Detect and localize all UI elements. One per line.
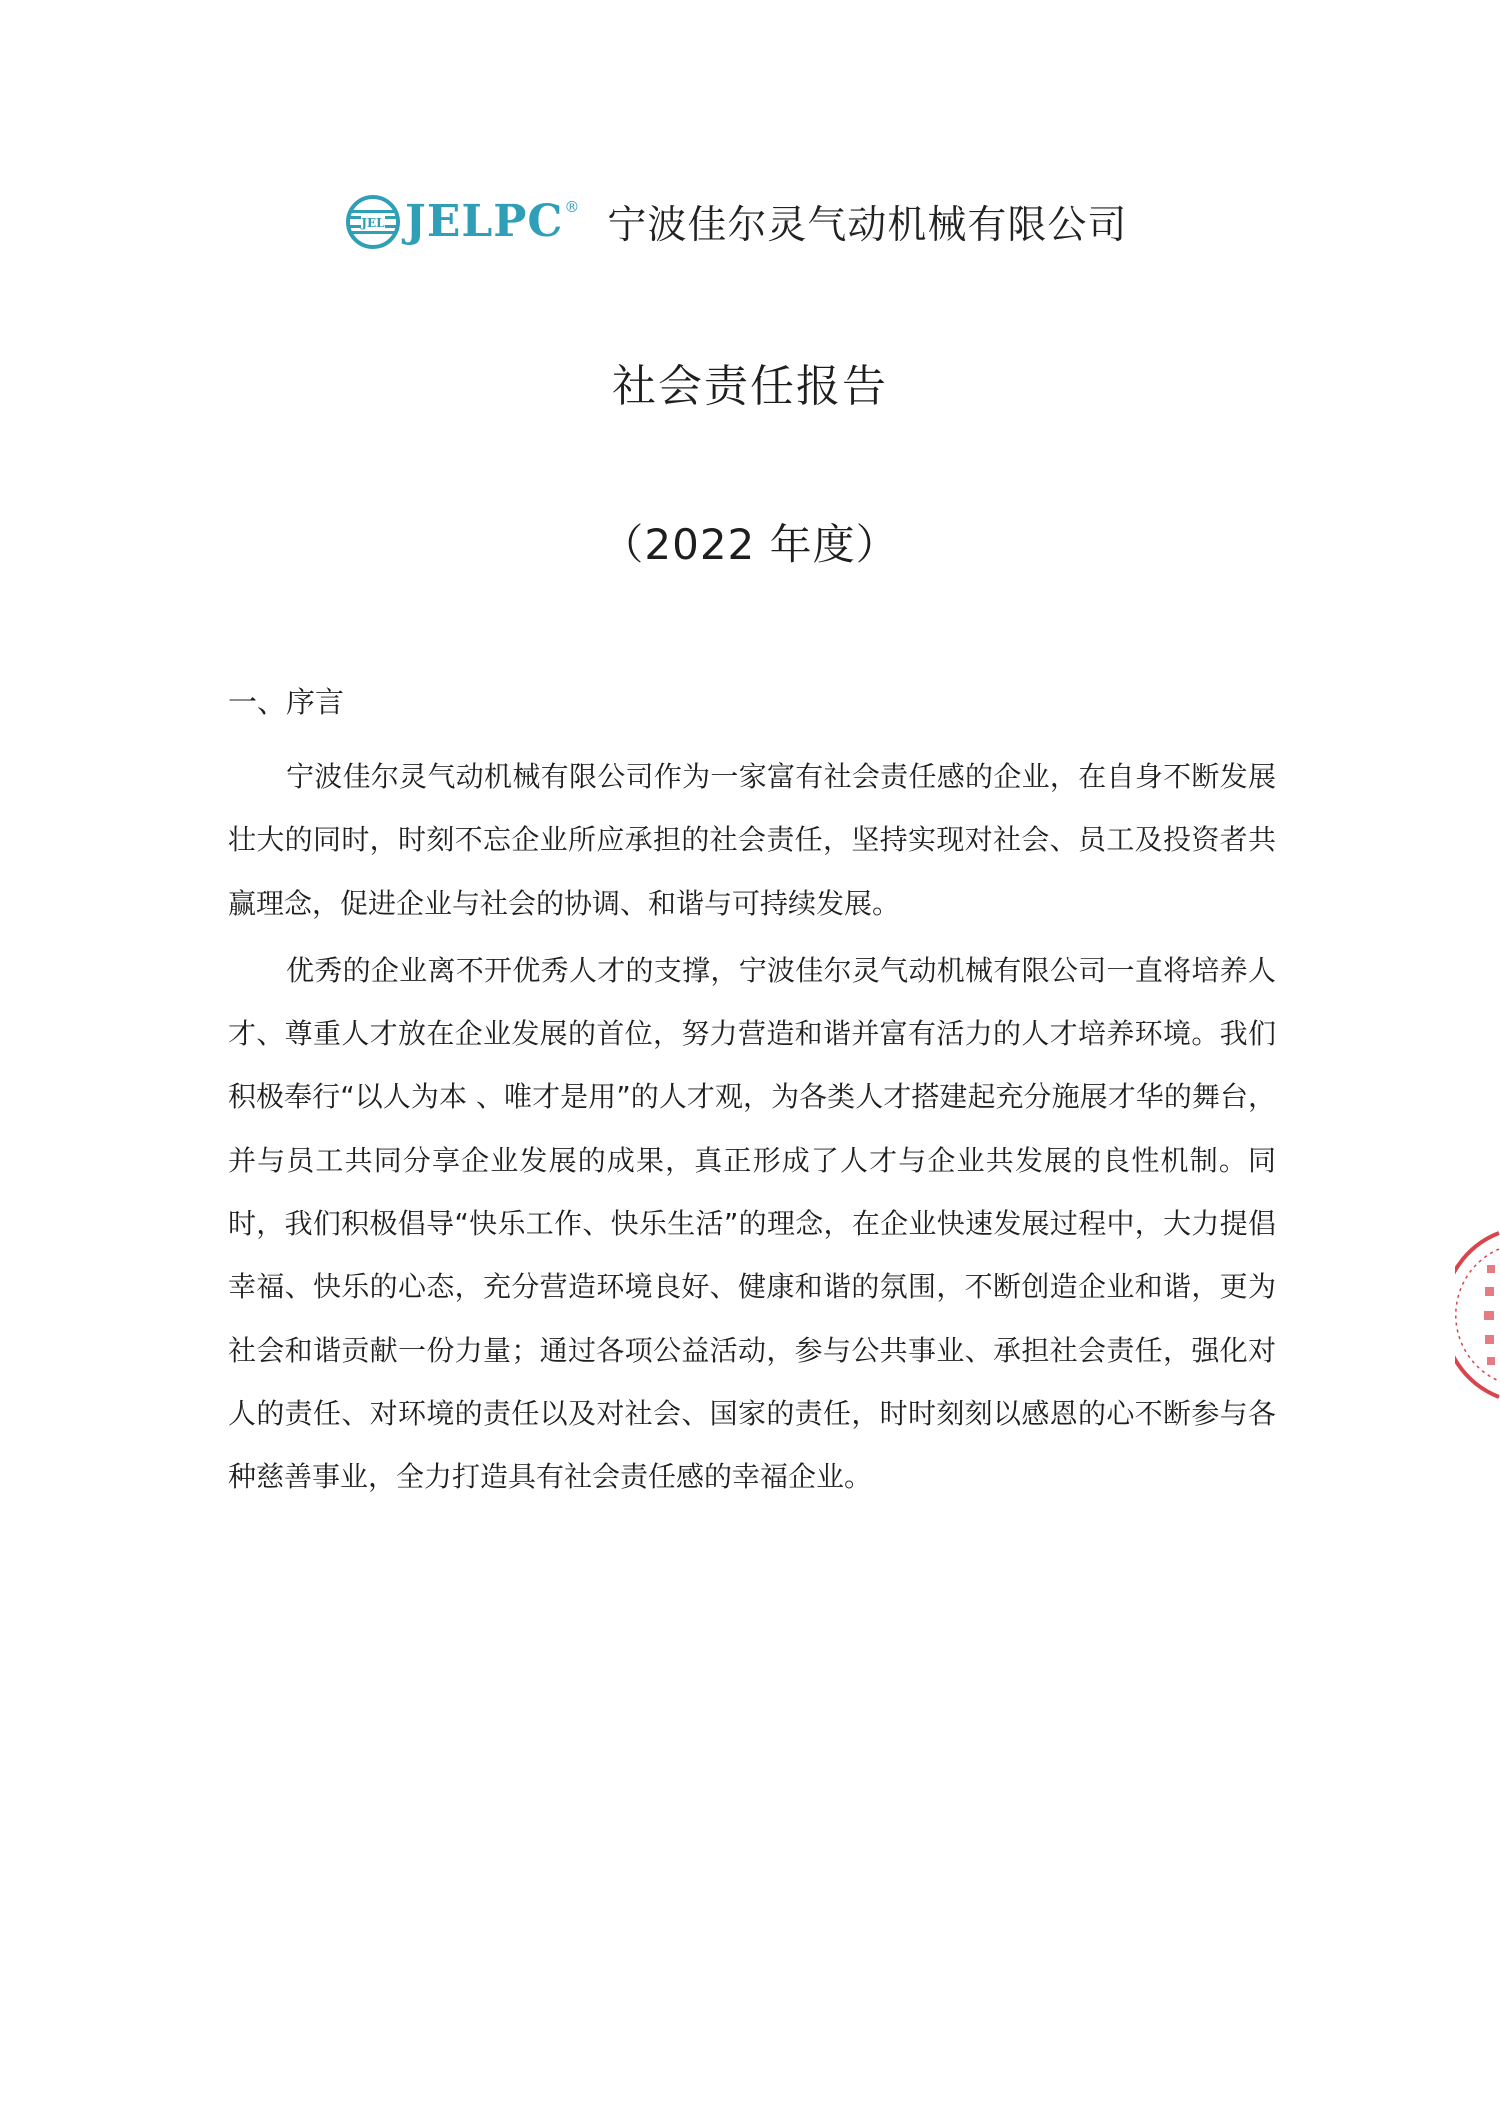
letterhead (345, 192, 1127, 252)
document-title: 社会责任报告 (612, 361, 888, 412)
svg-text:JEL: JEL (361, 216, 385, 230)
paragraph: 宁波佳尔灵气动机械有限公司作为一家富有社会责任感的企业，在自身不断发展壮大的同时，时刻不忘企业所应承担的社会责任，坚持实现对社会、员工及投资者共赢理念，促进企业与社会的协调、和谐与可持续发展。 (228, 760, 1276, 920)
company-logo-icon (345, 194, 401, 250)
section-body (228, 745, 1276, 1513)
company-seal-icon (1455, 1225, 1500, 1405)
report-year: （2022 年度） (601, 520, 899, 569)
section-title: 一、序言 (228, 685, 345, 719)
company-name: 宁波佳尔灵气动机械有限公司 (607, 203, 1128, 248)
paragraph: 优秀的企业离不开优秀人才的支撑，宁波佳尔灵气动机械有限公司一直将培养人才、尊重人才放在企业发展的首位，努力营造和谐并富有活力的人才培养环境。我们积极奉行“以人为本 、唯才是用”的人才观，为各类人才搭建起充分施展才华的舞台，并与员工共同分享企业发展的成果，真正形成了人才与企业共发展的良性机制。同时，我们积极倡导“快乐工作、快乐生活”的理念，在企业快速发展过程中，大力提倡幸福、快乐的心态，充分营造环境良好、健康和谐的氛围，不断创造企业和谐，更为社会和谐贡献一份力量；通过各项公益活动，参与公共事业、承担社会责任，强化对人的责任、对环境的责任以及对社会、国家的责任，时时刻刻以感恩的心不断参与各种慈善事业，全力打造具有社会责任感的幸福企业。 (228, 953, 1276, 1494)
registered-mark: ® (564, 198, 580, 216)
logo-text: JELPC (405, 196, 564, 247)
